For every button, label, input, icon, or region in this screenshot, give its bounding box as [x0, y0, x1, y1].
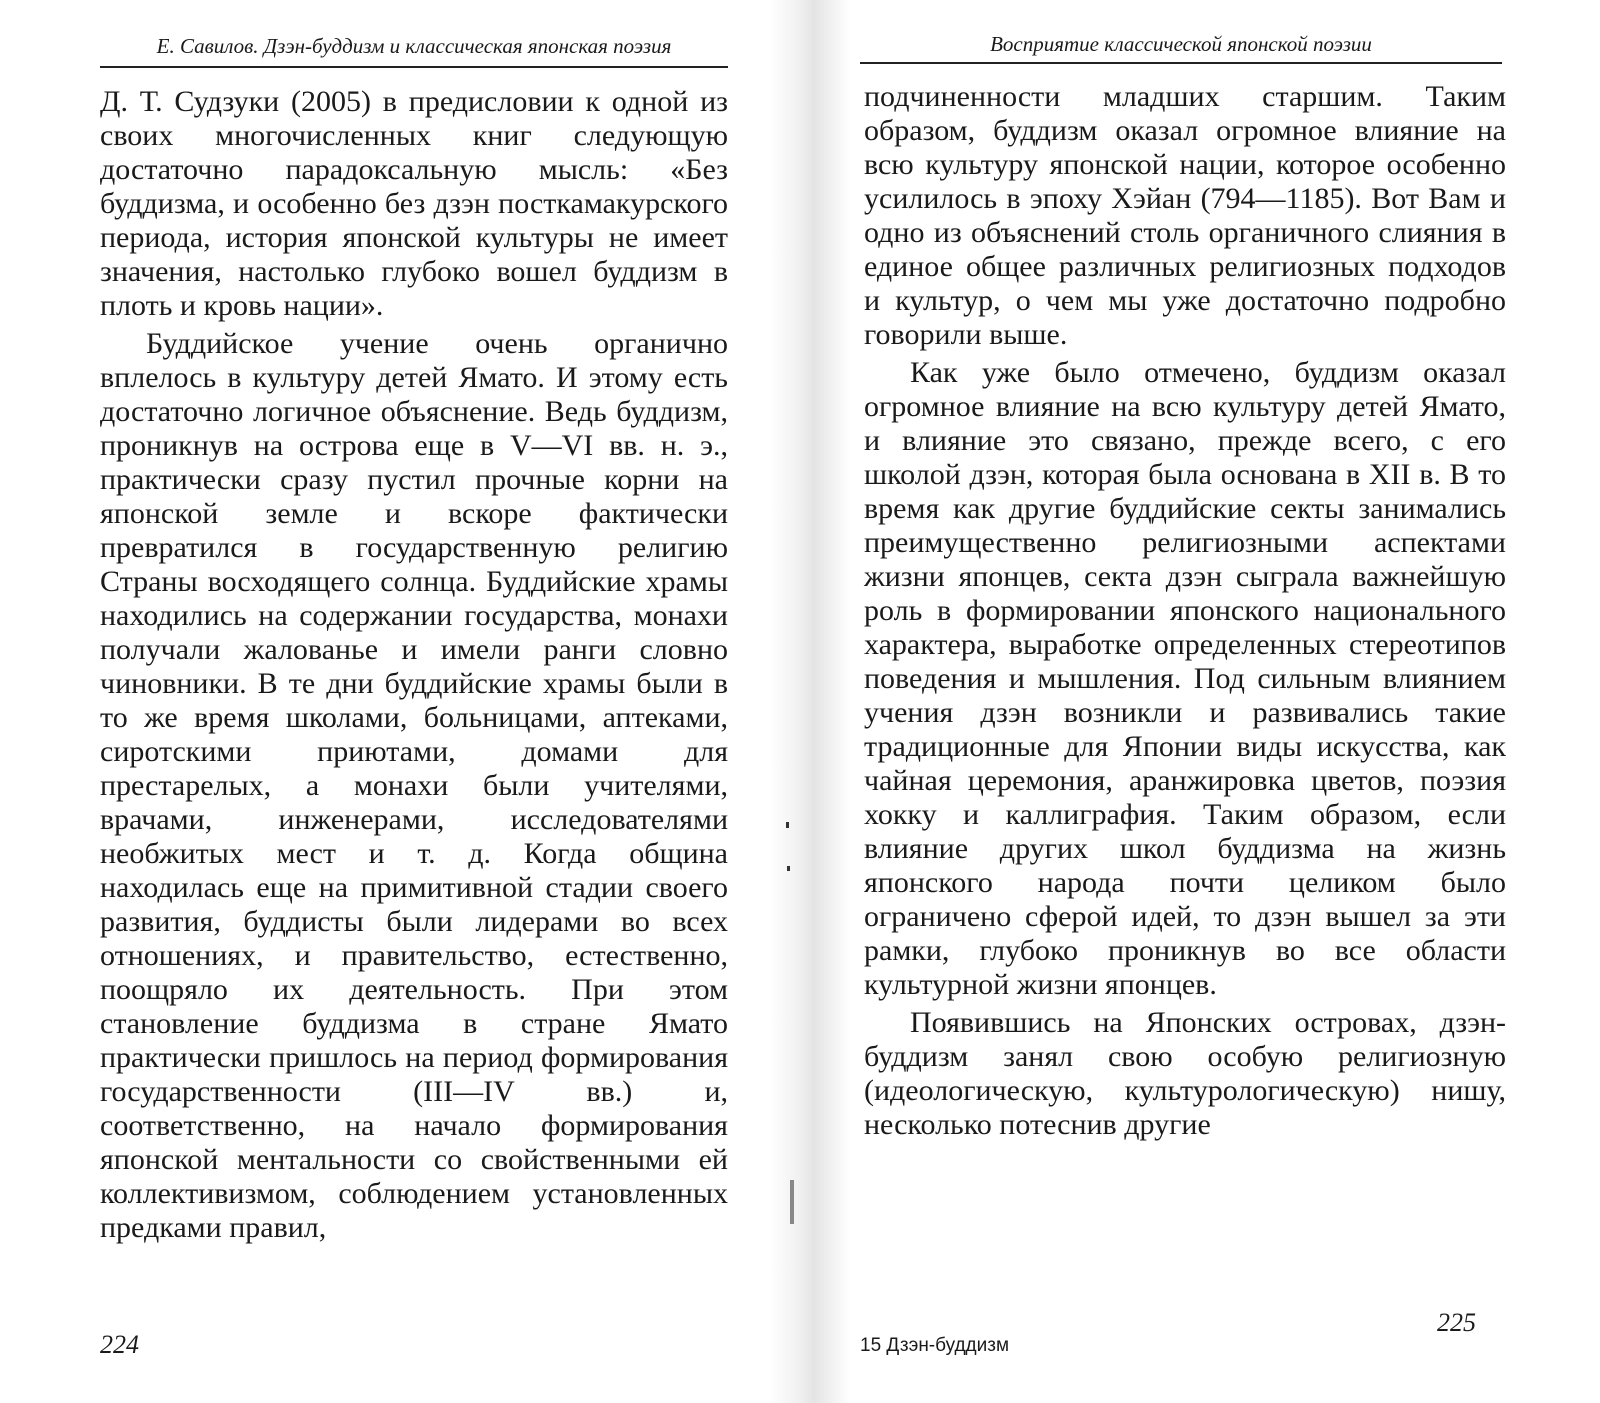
left-paragraph-1: Д. Т. Судзуки (2005) в предисловии к одной из своих многочисленных книг следующую достаточно парадоксальную мысль: «Без буддизма, и особенно без дзэн посткамакурского периода, история японской культуры не имеет значения, настолько глубоко вошел буддизм в плоть и кровь нации». — [100, 85, 728, 322]
left-text-block — [100, 85, 728, 1249]
left-running-head: Е. Савилов. Дзэн-буддизм и классическая японская поэзия — [156, 34, 672, 58]
right-head-rule — [860, 62, 1502, 64]
right-paragraph-2: Как уже было отмечено, буддизм оказал огромное влияние на всю культуру детей Ямато, и влияние это связано, прежде всего, с его школой дзэн, которая была основана в XII в. В то время как другие буддийские секты занимались преимущественно религиозными аспектами жизни японцев, секта дзэн сыграла важнейшую роль в формировании японского национального характера, выработке определенных стереотипов поведения и мышления. Под сильным влиянием учения дзэн возникли и развивались такие традиционные для Японии виды искусства, как чайная церемония, аранжировка цветов, поэзия хокку и каллиграфия. Таким образом, если влияние других школ буддизма на жизнь японского народа почти целиком было ограничено сферой идей, то дзэн вышел за эти рамки, глубоко проникнув во все области культурной жизни японцев. — [864, 356, 1506, 1001]
left-page-number: 224 — [100, 1330, 139, 1359]
right-page-number: 225 — [1437, 1308, 1476, 1337]
scan-speck — [786, 822, 789, 828]
right-paragraph-3: Появившись на Японских островах, дзэн-буддизм занял свою особую религиозную (идеологическую, культурологическую) нишу, несколько потеснив другие — [864, 1006, 1506, 1141]
right-running-head: Восприятие классической японской поэзии — [990, 32, 1372, 56]
left-paragraph-2: Буддийское учение очень органично вплелось в культуру детей Ямато. И этому есть достаточно логичное объяснение. Ведь буддизм, проникнув на острова еще в V—VI вв. н. э., практически сразу пустил прочные корни на японской земле и вскоре фактически превратился в государственную религию Страны восходящего солнца. Буддийские храмы находились на содержании государства, монахи получали жалованье и имели ранги словно чиновники. В те дни буддийские храмы были в то же время школами, больницами, аптеками, сиротскими приютами, домами для престарелых, а монахи были учителями, врачами, инженерами, исследователями необжитых мест и т. д. Когда община находилась еще на примитивной стадии своего развития, буддисты были лидерами во всех отношениях, и правительство, естественно, поощряло их деятельность. При этом становление буддизма в стране Ямато практически пришлось на период формирования государственности (III—IV вв.) и, соответственно, на начало формирования японской ментальности со свойственными ей коллективизмом, соблюдением установленных предками правил, — [100, 327, 728, 1244]
printer-signature: 15 Дзэн-буддизм — [860, 1335, 1010, 1356]
left-head-rule — [100, 66, 728, 68]
right-page — [820, 0, 1600, 1403]
right-paragraph-1: подчиненности младших старшим. Таким образом, буддизм оказал огромное влияние на всю культуру японской нации, которое особенно усилилось в эпоху Хэйан (794—1185). Вот Вам и одно из объяснений столь органичного слияния в единое общее различных религиозных подходов и культур, о чем мы уже достаточно подробно говорили выше. — [864, 80, 1506, 351]
left-page — [0, 0, 780, 1403]
right-text-block — [864, 80, 1506, 1146]
scan-speck — [787, 866, 790, 871]
scan-speck — [790, 1180, 794, 1224]
